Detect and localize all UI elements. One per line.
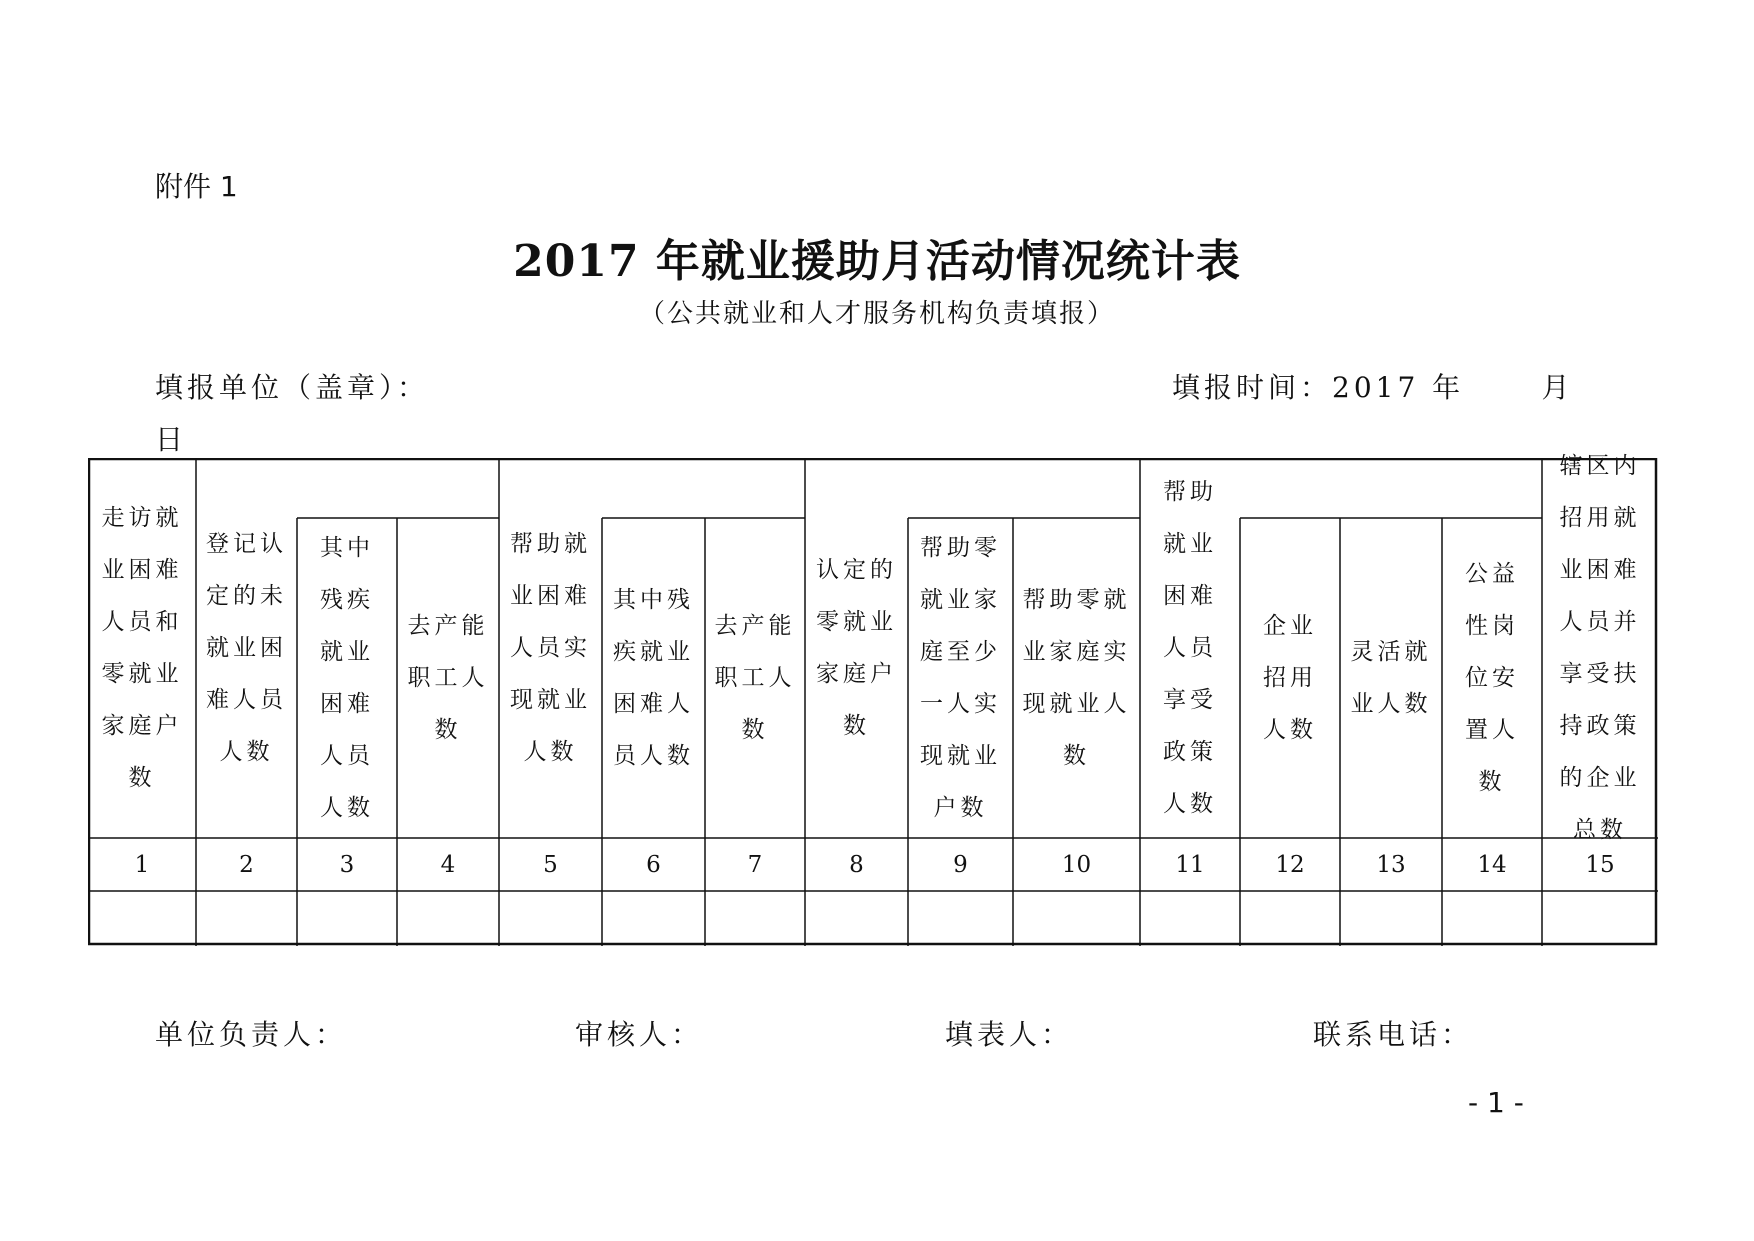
page-title: 2017 年就业援助月活动情况统计表 bbox=[513, 236, 1241, 287]
header-col-3: 其中残疾就业困难人员人数 bbox=[320, 535, 374, 821]
col-number-10: 10 bbox=[1061, 851, 1092, 878]
col-number-1: 1 bbox=[134, 851, 150, 878]
header-col-9: 帮助零就业家庭至少一人实现就业户数 bbox=[920, 535, 1001, 821]
col-number-13: 13 bbox=[1376, 851, 1406, 878]
header-col-4: 去产能职工人数 bbox=[407, 613, 489, 743]
page-subtitle: （公共就业和人才服务机构负责填报） bbox=[638, 299, 1115, 329]
header-col-1: 走访就业困难人员和零就业家庭户数 bbox=[101, 505, 183, 791]
header-col-12: 企业招用人数 bbox=[1263, 613, 1317, 743]
page-number: - 1 - bbox=[1468, 1086, 1524, 1119]
fill-time-day: 日 bbox=[155, 423, 184, 456]
header-col-6: 其中残疾就业困难人员人数 bbox=[613, 587, 694, 769]
table-row[interactable] bbox=[88, 891, 1658, 946]
header-col-14: 公益性岗位安置人数 bbox=[1465, 561, 1519, 795]
col-number-8: 8 bbox=[849, 851, 864, 878]
col-number-11: 11 bbox=[1175, 851, 1205, 878]
statistics-table bbox=[88, 453, 1658, 946]
header-col-11: 帮助就业困难人员享受政策人数 bbox=[1163, 479, 1217, 817]
col-number-6: 6 bbox=[646, 851, 661, 878]
fill-unit-label: 填报单位（盖章）： bbox=[155, 371, 430, 404]
header-col-13: 灵活就业人数 bbox=[1350, 639, 1432, 717]
col-number-5: 5 bbox=[543, 851, 558, 878]
col-number-14: 14 bbox=[1477, 851, 1507, 878]
footer-unit-head: 单位负责人： bbox=[155, 1018, 348, 1051]
col-number-7: 7 bbox=[747, 851, 763, 878]
header-col-15: 辖区内招用就业困难人员并享受扶持政策的企业总数 bbox=[1559, 453, 1641, 843]
col-number-9: 9 bbox=[953, 851, 968, 878]
fill-time-label: 填报时间：2017 年 月 bbox=[1172, 371, 1574, 404]
footer-reviewer: 审核人： bbox=[575, 1018, 704, 1051]
col-number-2: 2 bbox=[239, 851, 254, 878]
header-col-5: 帮助就业困难人员实现就业人数 bbox=[510, 531, 591, 765]
col-number-15: 15 bbox=[1585, 851, 1615, 878]
footer-filler: 填表人： bbox=[945, 1018, 1074, 1051]
header-col-10: 帮助零就业家庭实现就业人数 bbox=[1022, 587, 1131, 769]
header-col-8: 认定的零就业家庭户数 bbox=[816, 557, 897, 739]
attachment-label: 附件 1 bbox=[155, 170, 238, 203]
col-number-3: 3 bbox=[339, 851, 355, 878]
col-number-4: 4 bbox=[440, 851, 456, 878]
col-number-12: 12 bbox=[1275, 851, 1305, 878]
header-col-2: 登记认定的未就业困难人员人数 bbox=[206, 531, 287, 765]
header-col-7: 去产能职工人数 bbox=[714, 613, 796, 743]
footer-phone: 联系电话： bbox=[1313, 1018, 1474, 1051]
